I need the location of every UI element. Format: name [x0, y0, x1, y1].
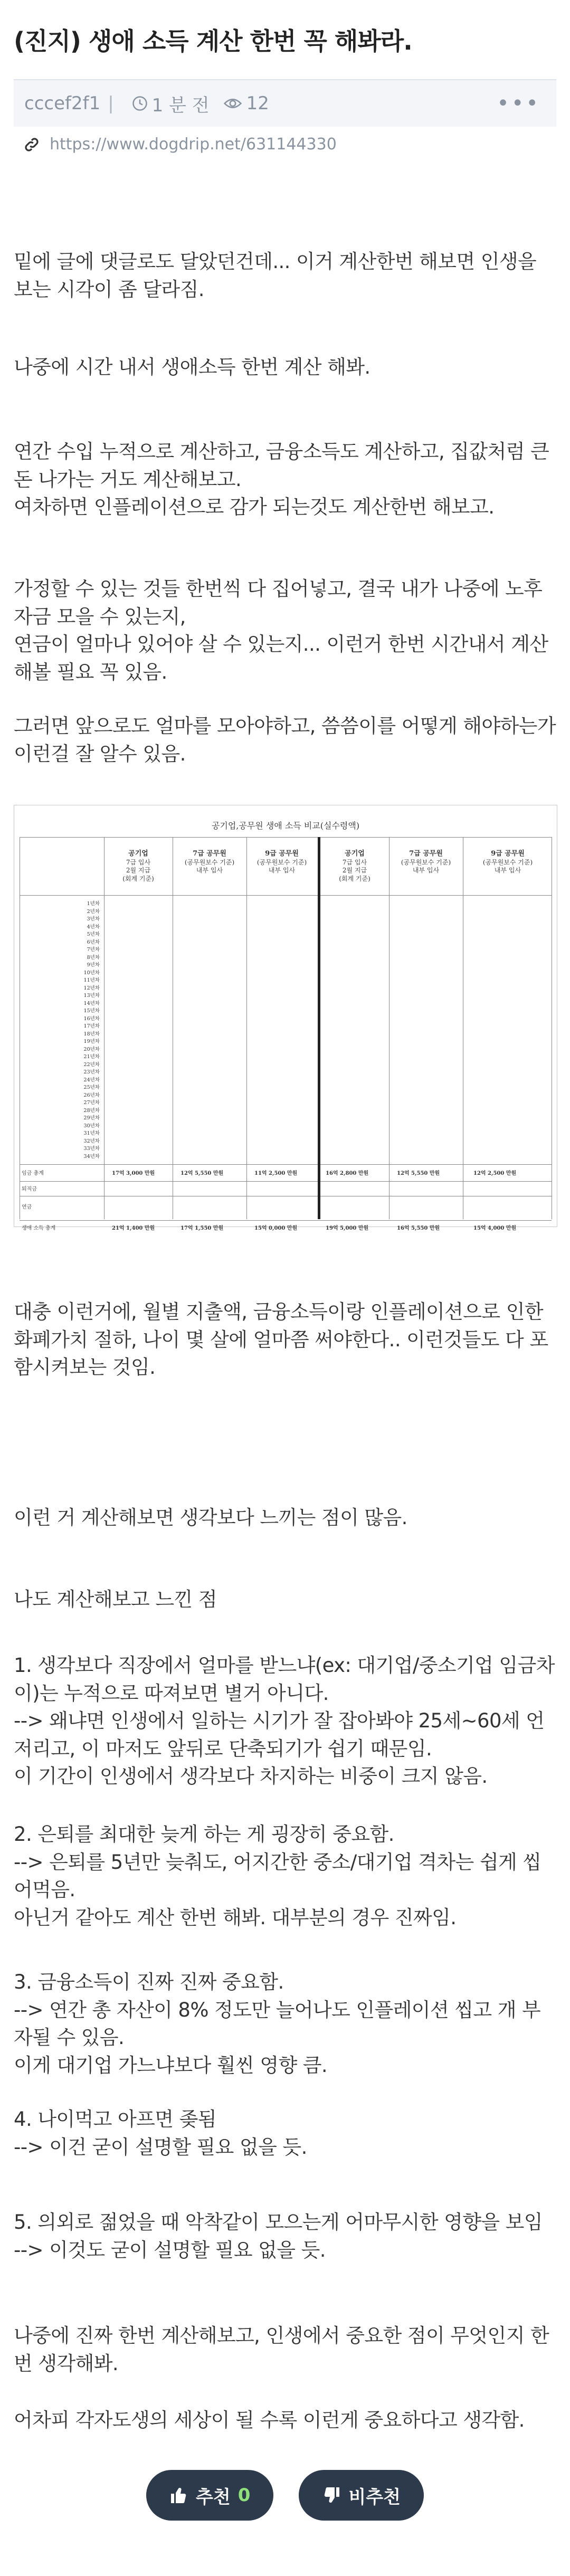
post-time	[132, 91, 210, 117]
more-options-icon[interactable]: •••	[497, 91, 540, 116]
vote-buttons	[0, 2470, 570, 2521]
paragraph: 이런 거 계산해보면 생각보다 느끼는 점이 많음.	[14, 1506, 407, 1529]
table-row-label: 20년차	[83, 1046, 100, 1052]
table-row-label: 19년차	[83, 1039, 100, 1044]
paragraph: 나도 계산해보고 느낀 점	[14, 1588, 217, 1611]
col-name: 공기업	[345, 850, 365, 858]
post-views	[223, 93, 269, 114]
table-row-label: 17년차	[83, 1023, 100, 1029]
grand-total: 15억 0,000 만원	[254, 1225, 298, 1231]
table-row-label: 29년차	[83, 1115, 100, 1121]
table-row-label: 34년차	[83, 1153, 100, 1159]
col-name: 7급 공무원	[409, 850, 443, 858]
paragraph: 어차피 각자도생의 세상이 될 수록 이런게 중요하다고 생각함.	[14, 2409, 525, 2431]
col-name: 9급 공무원	[265, 850, 299, 858]
table-row-label: 33년차	[83, 1146, 100, 1152]
table-row-label: 27년차	[83, 1100, 100, 1106]
post-url-row	[23, 135, 337, 154]
grand-total: 19억 5,000 만원	[326, 1225, 369, 1231]
table-row-label: 13년차	[83, 993, 100, 999]
grand-total: 15억 4,000 만원	[473, 1225, 517, 1231]
table-row-label: 32년차	[83, 1138, 100, 1144]
table-row-label: 2년차	[87, 908, 100, 915]
col-sub: 7급 입사 2월 지급 (회계 기준)	[339, 858, 370, 883]
post-meta-bar	[14, 79, 556, 127]
col-sub: 7급 입사 2월 지급 (회계 기준)	[122, 858, 154, 883]
col-sub: (공무원보수 기준) 내부 입사	[482, 858, 533, 874]
table-row-label: 25년차	[83, 1085, 100, 1090]
table-row-label: 6년차	[87, 939, 100, 945]
paragraph: 대충 이런거에, 월별 지출액, 금융소득이랑 인플레이션으로 인한 화폐가치 절하, 나이 몇 살에 얼마쯤 써야한다.. 이런것들도 다 포함시켜보는 것임.	[14, 1300, 549, 1379]
table-row-label: 18년차	[83, 1031, 100, 1037]
upvote-count: 0	[238, 2485, 251, 2506]
table-row-label: 5년차	[87, 931, 100, 937]
table-row-label: 31년차	[83, 1130, 100, 1136]
grand-total: 21억 1,400 만원	[112, 1225, 155, 1231]
author-name[interactable]: cccef2f1	[24, 93, 101, 114]
post-title: (진지) 생애 소득 계산 한번 꼭 해봐라.	[14, 27, 412, 55]
col-name: 9급 공무원	[491, 850, 525, 858]
table-row-label: 7년차	[87, 947, 100, 953]
table-row-label: 11년차	[83, 977, 100, 983]
table-row-label: 14년차	[83, 1000, 100, 1006]
column-total: 12억 5,550 만원	[397, 1171, 440, 1176]
paragraph: 밑에 글에 댓글로도 달았던건데... 이거 계산한번 해보면 인생을 보는 시각이 좀 달라짐.	[14, 250, 543, 301]
column-total: 17억 3,000 만원	[112, 1171, 155, 1176]
bottom-label: 생애 소득 총계	[22, 1225, 56, 1231]
paragraph: 1. 생각보다 직장에서 얼마를 받느냐(ex: 대기업/중소기업 임금차이)는 누적으로 따져보면 별거 아니다. --> 왜냐면 인생에서 일하는 시기가 잘 잡아봐야 25세~60세 언저리고, 이 마저도 앞뒤로 단축되기가 쉽기 때문임. 이 기간이 인생에서 생각보다 차지하는 비중이 크지 않음.	[14, 1654, 555, 1788]
col-name: 공기업	[128, 850, 148, 858]
bottom-label: 임금 총계	[22, 1171, 44, 1176]
col-sub: (공무원보수 기준) 내부 입사	[184, 858, 235, 874]
table-row-label: 28년차	[83, 1107, 100, 1114]
table-row-label: 23년차	[83, 1069, 100, 1075]
table-row-labels	[63, 900, 100, 1161]
table-row-label: 4년차	[87, 924, 100, 930]
post-url-link[interactable]: https://www.dogdrip.net/631144330	[50, 135, 337, 154]
upvote-button[interactable]	[146, 2470, 273, 2521]
table-row-label: 21년차	[83, 1054, 100, 1060]
col-name: 7급 공무원	[193, 850, 226, 858]
table-row-label: 24년차	[83, 1077, 100, 1083]
post-time-text: 1 분 전	[151, 94, 210, 116]
paragraph: 2. 은퇴를 최대한 늦게 하는 게 굉장히 중요함. --> 은퇴를 5년만 늦춰도, 어지간한 중소/대기업 격차는 쉽게 씹어먹음. 아닌거 같아도 계산 한번 해봐. 대부분의 경우 진짜임.	[14, 1823, 542, 1929]
table-title: 공기업,공무원 생애 소득 비교(실수령액)	[211, 821, 360, 831]
thumbs-down-icon	[322, 2486, 341, 2505]
col-sub: (공무원보수 기준) 내부 입사	[401, 858, 451, 874]
table-row-label: 16년차	[83, 1015, 100, 1022]
table-row-label: 26년차	[83, 1092, 100, 1098]
income-comparison-table-image	[14, 805, 557, 1231]
table-row-label: 15년차	[83, 1008, 100, 1014]
table-row-label: 8년차	[87, 954, 100, 961]
col-sub: (공무원보수 기준) 내부 입사	[256, 858, 307, 874]
grand-total: 17억 1,550 만원	[180, 1225, 224, 1231]
paragraph: 3. 금융소득이 진짜 진짜 중요함. --> 연간 총 자산이 8% 정도만 늘어나도 인플레이션 씹고 개 부자될 수 있음. 이게 대기업 가느냐보다 훨씬 영향 큼.	[14, 1971, 541, 2077]
eye-icon	[223, 96, 242, 111]
downvote-button[interactable]	[299, 2470, 424, 2521]
table-row-label: 12년차	[83, 985, 100, 991]
table-row-label: 9년차	[87, 962, 100, 968]
views-count: 12	[246, 93, 269, 114]
paragraph: 나중에 진짜 한번 계산해보고, 인생에서 중요한 점이 무엇인지 한번 생각해봐.	[14, 2324, 549, 2375]
bottom-label: 퇴직금	[22, 1186, 37, 1192]
meta-divider: |	[108, 93, 114, 114]
table-row-label: 3년차	[87, 916, 100, 922]
paragraph: 5. 의외로 젊었을 때 악착같이 모으는게 어마무시한 영향을 보임 --> 이것도 굳이 설명할 필요 없을 듯.	[14, 2211, 543, 2261]
upvote-label: 추천	[196, 2486, 231, 2508]
column-total: 12억 2,500 만원	[473, 1171, 517, 1176]
clock-icon	[132, 96, 148, 111]
paragraph: 그러면 앞으로도 얼마를 모아야하고, 씀씀이를 어떻게 해야하는가 이런걸 잘 알수 있음.	[14, 715, 562, 765]
table-row-label: 22년차	[83, 1061, 100, 1068]
paragraph: 나중에 시간 내서 생애소득 한번 계산 해봐.	[14, 356, 370, 378]
table-row-label: 10년차	[83, 969, 100, 976]
column-total: 16억 2,800 만원	[326, 1171, 369, 1176]
column-total: 11억 2,500 만원	[254, 1171, 298, 1176]
paragraph: 가정할 수 있는 것들 한번씩 다 집어넣고, 결국 내가 나중에 노후자금 모을 수 있는지, 연금이 얼마나 있어야 살 수 있는지... 이런거 한번 시간내서 계산 해볼 필요 꼭 있음.	[14, 577, 548, 683]
column-total: 12억 5,550 만원	[180, 1171, 224, 1176]
thumbs-up-icon	[169, 2486, 188, 2505]
grand-total: 16억 5,550 만원	[397, 1225, 440, 1231]
table-row-label: 1년차	[87, 901, 100, 907]
table-row-label: 30년차	[83, 1123, 100, 1129]
link-icon	[23, 136, 40, 153]
bottom-label: 연금	[22, 1204, 32, 1210]
paragraph: 4. 나이먹고 아프면 좆됨 --> 이건 굳이 설명할 필요 없을 듯.	[14, 2108, 307, 2159]
paragraph: 연간 수입 누적으로 계산하고, 금융소득도 계산하고, 집값처럼 큰 돈 나가는 거도 계산해보고. 여차하면 인플레이션으로 감가 되는것도 계산한번 해보고.	[14, 440, 549, 519]
downvote-label: 비추천	[348, 2486, 401, 2508]
